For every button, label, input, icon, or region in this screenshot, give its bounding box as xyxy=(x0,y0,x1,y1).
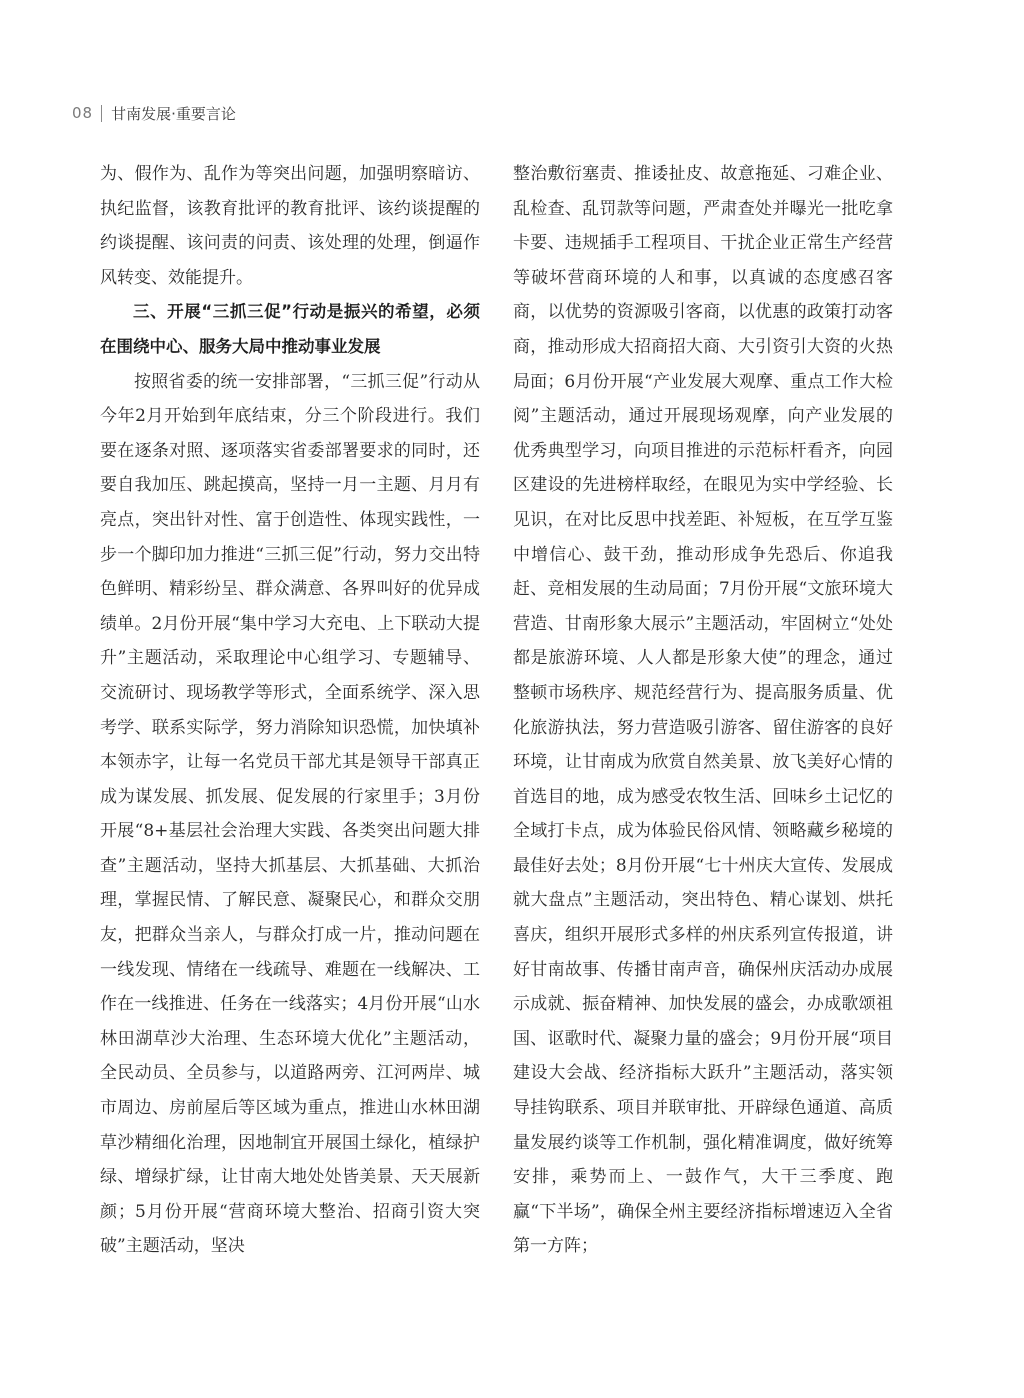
paragraph-body: 按照省委的统一安排部署，“三抓三促”行动从今年2月开始到年底结束，分三个阶段进行。我们要在逐条对照、逐项落实省委部署要求的同时，还要自我加压、跳起摸高，坚持一月一主题、月月有亮点，突出针对性、富于创造性、体现实践性，一步一个脚印加力推进“三抓三促”行动，努力交出特色鲜明、精彩纷呈、群众满意、各界叫好的优异成绩单。2月份开展“集中学习大充电、上下联动大提升”主题活动，采取理论中心组学习、专题辅导、交流研讨、现场教学等形式，全面系统学、深入思考学、联系实际学，努力消除知识恐慌，加快填补本领赤字，让每一名党员干部尤其是领导干部真正成为谋发展、抓发展、促发展的行家里手；3月份开展“8+基层社会治理大实践、各类突出问题大排查”主题活动，坚持大抓基层、大抓基础、大抓治理，掌握民情、了解民意、凝聚民心，和群众交朋友，把群众当亲人，与群众打成一片，推动问题在一线发现、情绪在一线疏导、难题在一线解决、工作在一线推进、任务在一线落实；4月份开展“山水林田湖草沙大治理、生态环境大优化”主题活动，全民动员、全员参与，以道路两旁、江河两岸、城市周边、房前屋后等区域为重点，推进山水林田湖草沙精细化治理，因地制宜开展国土绿化，植绿护绿、增绿扩绿，让甘南大地处处皆美景、天天展新颜；5月份开展“营商环境大整治、招商引资大突破”主题活动，坚决 xyxy=(100,371,480,1257)
header-divider xyxy=(101,105,102,122)
page-header xyxy=(72,100,236,126)
left-column xyxy=(100,157,480,1264)
paragraph-continued: 为、假作为、乱作为等突出问题，加强明察暗访、执纪监督，该教育批评的教育批评、该约谈提醒的约谈提醒、该问责的问责、该处理的处理，倒逼作风转变、效能提升。 xyxy=(100,164,480,288)
page-number: 08 xyxy=(72,104,94,122)
paragraph-body-continued: 整治敷衍塞责、推诿扯皮、故意拖延、刁难企业、乱检查、乱罚款等问题，严肃查处并曝光一批吃拿卡要、违规插手工程项目、干扰企业正常生产经营等破坏营商环境的人和事，以真诚的态度感召客商，以优势的资源吸引客商，以优惠的政策打动客商，推动形成大招商招大商、大引资引大资的火热局面；6月份开展“产业发展大观摩、重点工作大检阅”主题活动，通过开展现场观摩，向产业发展的优秀典型学习，向项目推进的示范标杆看齐，向园区建设的先进榜样取经，在眼见为实中学经验、长见识，在对比反思中找差距、补短板，在互学互鉴中增信心、鼓干劲，推动形成争先恐后、你追我赶、竞相发展的生动局面；7月份开展“文旅环境大营造、甘南形象大展示”主题活动，牢固树立“处处都是旅游环境、人人都是形象大使”的理念，通过整顿市场秩序、规范经营行为、提高服务质量、优化旅游执法，努力营造吸引游客、留住游客的良好环境，让甘南成为欣赏自然美景、放飞美好心情的首选目的地，成为感受农牧生活、回味乡土记忆的全域打卡点，成为体验民俗风情、领略藏乡秘境的最佳好去处；8月份开展“七十州庆大宣传、发展成就大盘点”主题活动，突出特色、精心谋划、烘托喜庆，组织开展形式多样的州庆系列宣传报道，讲好甘南故事、传播甘南声音，确保州庆活动办成展示成就、振奋精神、加快发展的盛会，办成歌颂祖国、讴歌时代、凝聚力量的盛会；9月份开展“项目建设大会战、经济指标大跃升”主题活动，落实领导挂钩联系、项目并联审批、开辟绿色通道、高质量发展约谈等工作机制，强化精准调度，做好统筹安排，乘势而上、一鼓作气，大干三季度、跑赢“下半场”，确保全州主要经济指标增速迈入全省第一方阵； xyxy=(513,164,893,1257)
section-title: 甘南发展·重要言论 xyxy=(111,104,236,123)
section-heading: 三、开展“三抓三促”行动是振兴的希望，必须在围绕中心、服务大局中推动事业发展 xyxy=(100,302,480,356)
right-column xyxy=(513,157,893,1264)
